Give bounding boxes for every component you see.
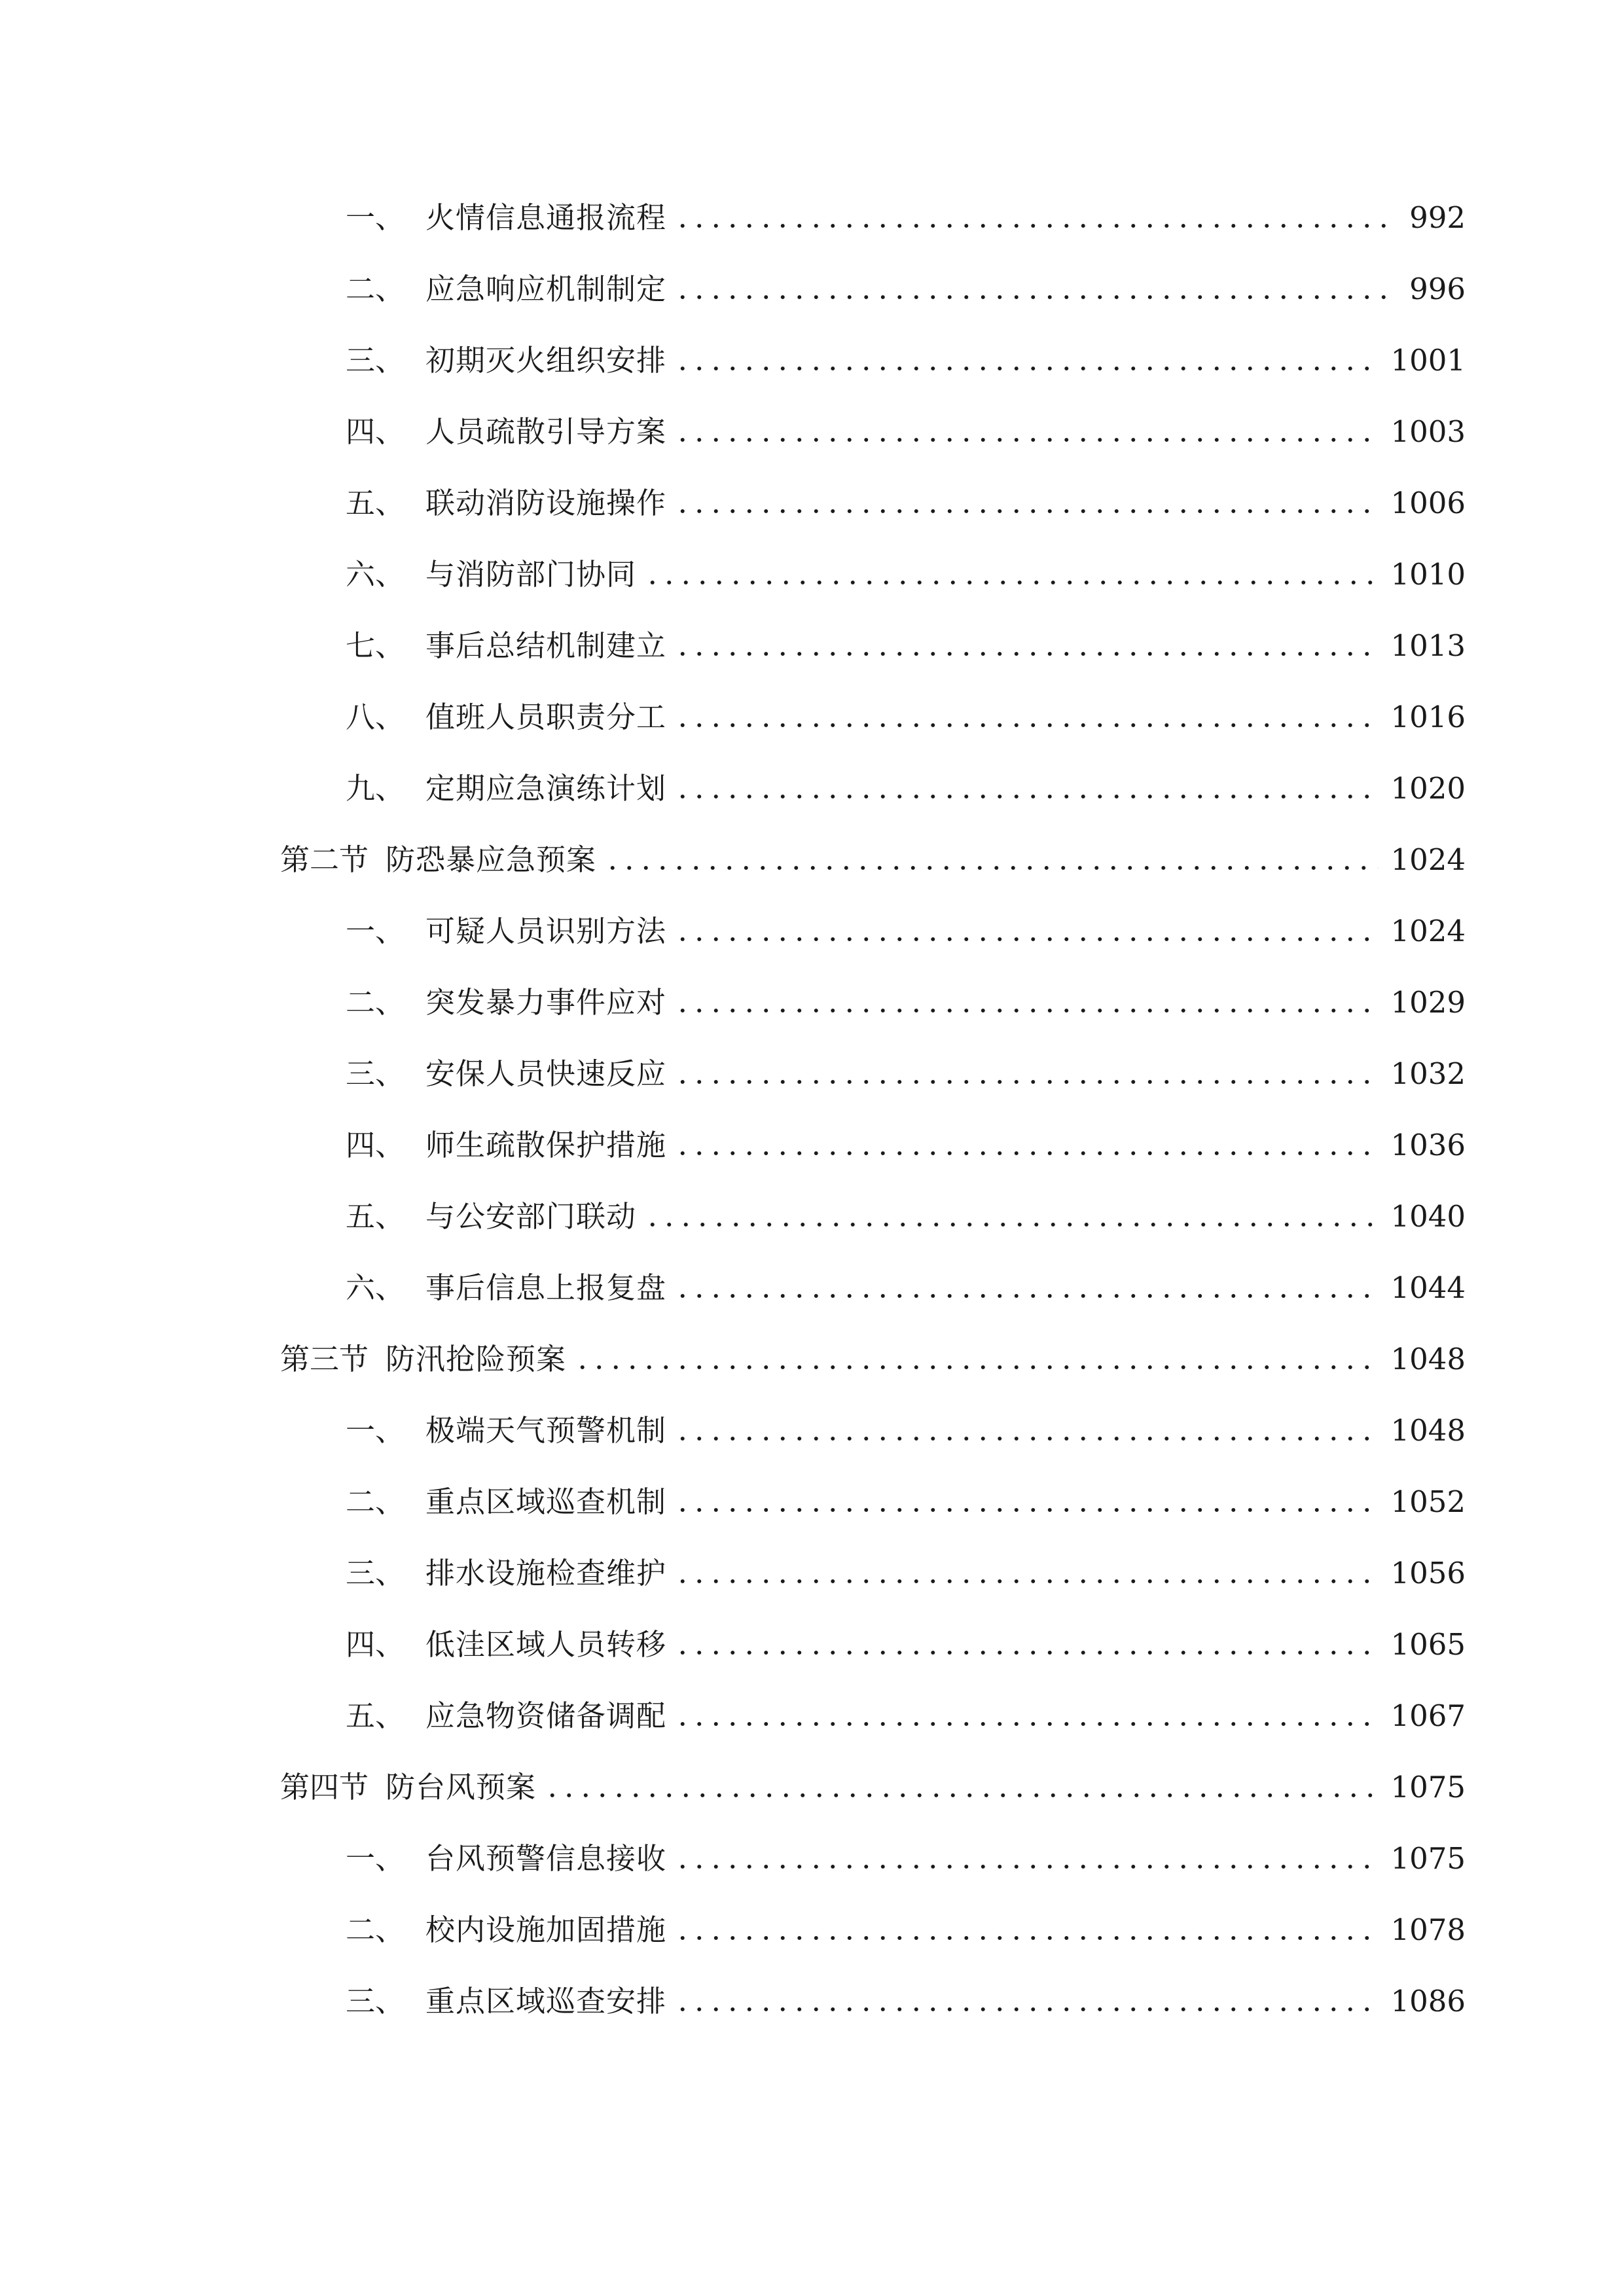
toc-entry-number: 九、 [346, 771, 405, 806]
toc-entry[interactable] [346, 622, 1466, 670]
toc-section-entry[interactable] [280, 836, 1466, 884]
toc-section-entry[interactable] [280, 1764, 1466, 1811]
toc-section-title: 防恐暴应急预案 [386, 842, 597, 877]
dot-leader [674, 222, 1398, 230]
toc-entry[interactable] [346, 1050, 1466, 1098]
toc-entry-title: 联动消防设施操作 [425, 486, 667, 520]
toc-entry-page: 1067 [1390, 1698, 1466, 1733]
toc-entry[interactable] [346, 1265, 1466, 1312]
toc-entry[interactable] [346, 551, 1466, 598]
toc-entry-title: 校内设施加固措施 [425, 1912, 667, 1947]
dot-leader [674, 1649, 1379, 1657]
toc-entry[interactable] [346, 908, 1466, 955]
toc-entry-number: 四、 [346, 1627, 405, 1662]
toc-entry-page: 1032 [1390, 1056, 1466, 1091]
dot-leader [674, 507, 1379, 515]
dot-leader [544, 1791, 1379, 1799]
dot-leader [674, 1435, 1379, 1443]
toc-section-entry[interactable] [280, 1336, 1466, 1383]
toc-entry-number: 一、 [346, 914, 405, 948]
toc-entry[interactable] [346, 1550, 1466, 1597]
dot-leader [674, 1149, 1379, 1157]
toc-entry-page: 996 [1409, 272, 1466, 306]
dot-leader [674, 1863, 1379, 1871]
toc-entry-number: 七、 [346, 628, 405, 663]
toc-entry-title: 重点区域巡查安排 [425, 1984, 667, 2018]
dot-leader [674, 2005, 1379, 2013]
dot-leader [674, 793, 1379, 800]
dot-leader [674, 436, 1379, 444]
toc-entry-page: 1048 [1390, 1342, 1466, 1376]
toc-entry-number: 一、 [346, 1841, 405, 1876]
toc-entry-number: 二、 [346, 272, 405, 306]
toc-entry-number: 三、 [346, 343, 405, 378]
toc-entry-number: 五、 [346, 486, 405, 520]
toc-entry[interactable] [346, 408, 1466, 456]
toc-entry-title: 台风预警信息接收 [425, 1841, 667, 1876]
toc-entry-title: 应急物资储备调配 [425, 1698, 667, 1733]
toc-entry[interactable] [346, 1621, 1466, 1668]
toc-entry[interactable] [346, 1693, 1466, 1740]
toc-entry-page: 1044 [1390, 1270, 1466, 1305]
toc-entry-page: 1056 [1390, 1556, 1466, 1590]
toc-entry-page: 1086 [1390, 1984, 1466, 2018]
toc-entry-title: 应急响应机制制定 [425, 272, 667, 306]
toc-entry-page: 1078 [1390, 1912, 1466, 1947]
toc-entry-title: 极端天气预警机制 [425, 1413, 667, 1448]
toc-entry-number: 六、 [346, 1270, 405, 1305]
toc-entry-title: 安保人员快速反应 [425, 1056, 667, 1091]
toc-entry[interactable] [346, 1193, 1466, 1240]
toc-entry-number: 三、 [346, 1556, 405, 1590]
toc-entry-number: 三、 [346, 1056, 405, 1091]
toc-entry-number: 一、 [346, 200, 405, 235]
toc-entry-number: 五、 [346, 1199, 405, 1234]
toc-entry-number: 五、 [346, 1698, 405, 1733]
toc-entry[interactable] [346, 694, 1466, 741]
toc-entry-number: 八、 [346, 700, 405, 734]
dot-leader [574, 1363, 1379, 1371]
dot-leader [674, 935, 1379, 943]
dot-leader [674, 293, 1398, 301]
toc-entry[interactable] [346, 1907, 1466, 1954]
toc-entry[interactable] [346, 337, 1466, 384]
toc-section-number: 第四节 [280, 1770, 369, 1804]
dot-leader [674, 650, 1379, 658]
dot-leader [644, 579, 1379, 586]
toc-entry-title: 初期灭火组织安排 [425, 343, 667, 378]
toc-entry-number: 一、 [346, 1413, 405, 1448]
toc-entry-title: 值班人员职责分工 [425, 700, 667, 734]
toc-entry[interactable] [346, 1407, 1466, 1454]
dot-leader [604, 864, 1379, 872]
toc-entry-number: 二、 [346, 985, 405, 1020]
toc-entry[interactable] [346, 1122, 1466, 1169]
toc-entry[interactable] [346, 194, 1466, 242]
toc-section-number: 第二节 [280, 842, 369, 877]
toc-entry-title: 人员疏散引导方案 [425, 414, 667, 449]
toc-entry-title: 与公安部门联动 [425, 1199, 637, 1234]
toc-entry[interactable] [346, 979, 1466, 1026]
toc-entry-number: 二、 [346, 1484, 405, 1519]
dot-leader [674, 365, 1379, 372]
toc-entry[interactable] [346, 1978, 1466, 2025]
toc-entry-page: 1016 [1390, 700, 1466, 734]
toc-entry-page: 1010 [1390, 557, 1466, 592]
toc-entry-title: 事后信息上报复盘 [425, 1270, 667, 1305]
toc-entry-page: 1024 [1390, 914, 1466, 948]
dot-leader [674, 1007, 1379, 1014]
toc-section-number: 第三节 [280, 1342, 369, 1376]
toc-entry-title: 低洼区域人员转移 [425, 1627, 667, 1662]
dot-leader [674, 1292, 1379, 1300]
toc-entry-page: 992 [1409, 200, 1466, 235]
toc-entry[interactable] [346, 1479, 1466, 1526]
toc-entry-title: 事后总结机制建立 [425, 628, 667, 663]
toc-entry-page: 1052 [1390, 1484, 1466, 1519]
dot-leader [674, 1078, 1379, 1086]
toc-section-title: 防汛抢险预案 [386, 1342, 567, 1376]
toc-entry-title: 可疑人员识别方法 [425, 914, 667, 948]
toc-entry-title: 定期应急演练计划 [425, 771, 667, 806]
toc-entry[interactable] [346, 765, 1466, 812]
toc-entry-page: 1029 [1390, 985, 1466, 1020]
toc-entry-page: 1003 [1390, 414, 1466, 449]
dot-leader [674, 1934, 1379, 1942]
toc-entry-title: 突发暴力事件应对 [425, 985, 667, 1020]
toc-entry-title: 排水设施检查维护 [425, 1556, 667, 1590]
toc-section-title: 防台风预案 [386, 1770, 537, 1804]
toc-entry-page: 1001 [1390, 343, 1466, 378]
toc-entry[interactable] [346, 1835, 1466, 1882]
toc-entry-page: 1013 [1390, 628, 1466, 663]
toc-entry[interactable] [346, 266, 1466, 313]
toc-entry-number: 三、 [346, 1984, 405, 2018]
toc-entry[interactable] [346, 480, 1466, 527]
toc-entry-title: 重点区域巡查机制 [425, 1484, 667, 1519]
toc-entry-number: 四、 [346, 414, 405, 449]
toc-entry-page: 1065 [1390, 1627, 1466, 1662]
toc-entry-page: 1036 [1390, 1128, 1466, 1162]
toc-entry-page: 1048 [1390, 1413, 1466, 1448]
toc-entry-page: 1024 [1390, 842, 1466, 877]
toc-entry-number: 二、 [346, 1912, 405, 1947]
toc-entry-page: 1006 [1390, 486, 1466, 520]
toc-entry-page: 1075 [1390, 1841, 1466, 1876]
toc-entry-title: 火情信息通报流程 [425, 200, 667, 235]
dot-leader [674, 721, 1379, 729]
toc-entry-page: 1020 [1390, 771, 1466, 806]
dot-leader [674, 1720, 1379, 1728]
toc-entry-page: 1040 [1390, 1199, 1466, 1234]
toc-entry-number: 六、 [346, 557, 405, 592]
dot-leader [674, 1506, 1379, 1514]
toc-entry-number: 四、 [346, 1128, 405, 1162]
toc-entry-page: 1075 [1390, 1770, 1466, 1804]
toc-entry-title: 师生疏散保护措施 [425, 1128, 667, 1162]
dot-leader [674, 1577, 1379, 1585]
toc-entry-title: 与消防部门协同 [425, 557, 637, 592]
dot-leader [644, 1221, 1379, 1229]
